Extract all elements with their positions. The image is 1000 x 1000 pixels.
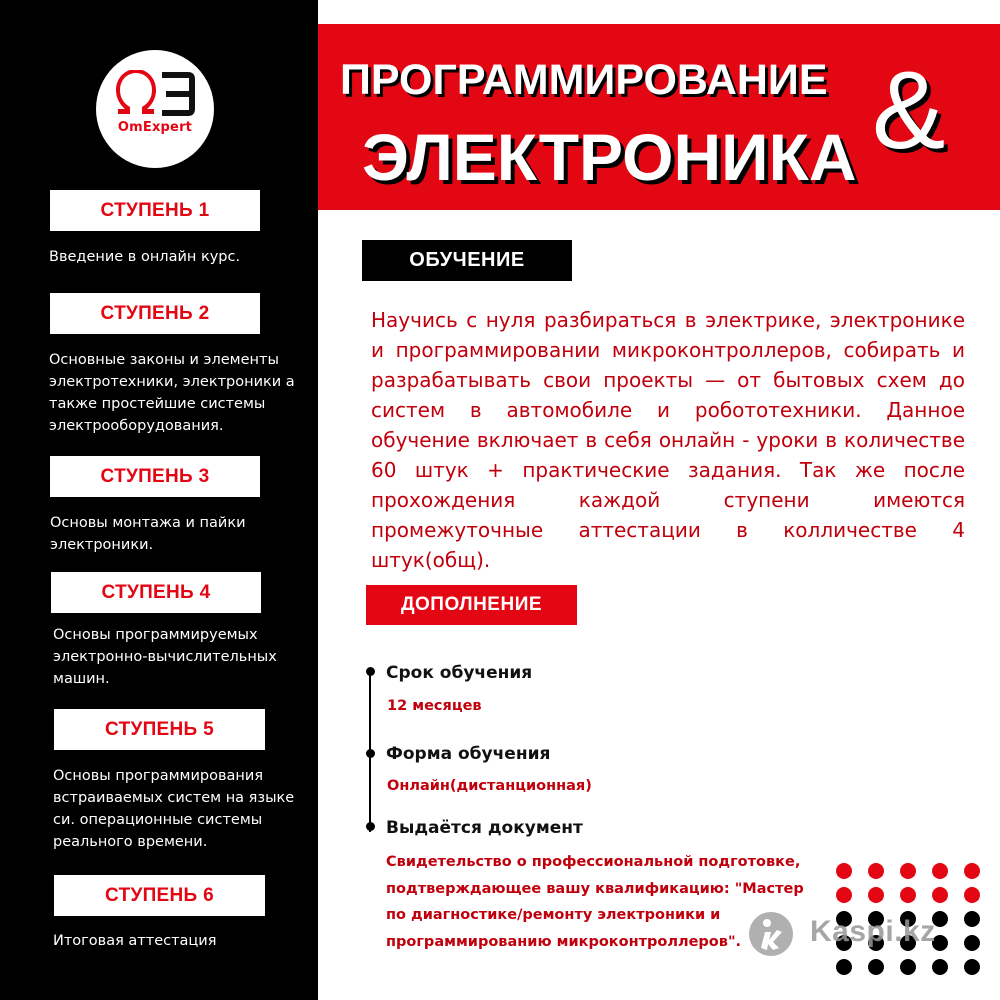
grid-dot — [868, 959, 884, 975]
grid-dot — [932, 959, 948, 975]
grid-dot — [932, 863, 948, 879]
stage-5-description: Основы программирования встраиваемых систем на языке си. операционные системы реального времени. — [53, 768, 295, 850]
logo-text: OmExpert — [117, 120, 193, 135]
omega-logo-icon — [116, 70, 196, 118]
grid-dot — [836, 887, 852, 903]
format-title: Форма обучения — [386, 744, 551, 764]
grid-dot — [964, 959, 980, 975]
stage-3-label: СТУПЕНЬ 3 — [50, 456, 260, 497]
stages-sidebar — [0, 0, 318, 1000]
duration-title: Срок обучения — [386, 663, 533, 683]
stage-3-description: Основы монтажа и пайки электроники. — [50, 515, 246, 553]
format-value: Онлайн(дистанционная) — [387, 778, 592, 794]
title-line-2: ЭЛЕКТРОНИКА — [362, 120, 857, 194]
duration-value: 12 месяцев — [387, 698, 482, 714]
training-tag: ОБУЧЕНИЕ — [362, 240, 572, 281]
bullet-icon — [366, 749, 375, 758]
grid-dot — [900, 887, 916, 903]
stage-2-description: Основные законы и элементы электротехники, электроники а также простейшие системы электрооборудования. — [49, 352, 295, 434]
bullet-icon — [366, 822, 375, 831]
training-description: Научись с нуля разбираться в электрике, электронике и программировании микроконтроллеров, собирать и разрабатывать свои проекты — от бытовых схем до систем в автомобиле и робототехники. Данное обучение включает в себя онлайн - уроки в количестве 60 штук + практические задания. Так же после прохождения каждой ступени имеются промежуточные аттестации в колличестве 4 штук(общ). — [371, 308, 965, 572]
document-title: Выдаётся документ — [386, 818, 583, 838]
grid-dot — [836, 959, 852, 975]
stage-6-description: Итоговая аттестация — [53, 933, 217, 949]
grid-dot — [964, 935, 980, 951]
stage-5-label: СТУПЕНЬ 5 — [54, 709, 265, 750]
addition-tag: ДОПОЛНЕНИЕ — [366, 585, 577, 625]
grid-dot — [964, 863, 980, 879]
omexpert-logo — [96, 50, 214, 168]
grid-dot — [836, 863, 852, 879]
grid-dot — [964, 887, 980, 903]
ampersand-symbol: & — [872, 49, 946, 172]
stage-4-label: СТУПЕНЬ 4 — [51, 572, 261, 613]
stage-6-label: СТУПЕНЬ 6 — [54, 875, 265, 916]
grid-dot — [900, 863, 916, 879]
stage-1-description: Введение в онлайн курс. — [49, 249, 241, 265]
stage-1-label: СТУПЕНЬ 1 — [50, 190, 260, 231]
grid-dot — [868, 887, 884, 903]
grid-dot — [932, 887, 948, 903]
grid-dot — [964, 911, 980, 927]
bullet-icon — [366, 667, 375, 676]
grid-dot — [868, 863, 884, 879]
document-value: Свидетельство о профессиональной подготовке, подтверждающее вашу квалификацию: "Мастер по диагностике/ремонту электроники и программированию микроконтроллеров". — [386, 854, 804, 950]
kaspi-logo-icon — [747, 910, 795, 958]
kaspi-watermark: Kaspi.kz — [810, 915, 936, 948]
title-line-1: ПРОГРАММИРОВАНИЕ — [340, 56, 828, 104]
stage-2-label: СТУПЕНЬ 2 — [50, 293, 260, 334]
stage-4-description: Основы программируемых электронно-вычислительных машин. — [53, 627, 277, 687]
grid-dot — [900, 959, 916, 975]
